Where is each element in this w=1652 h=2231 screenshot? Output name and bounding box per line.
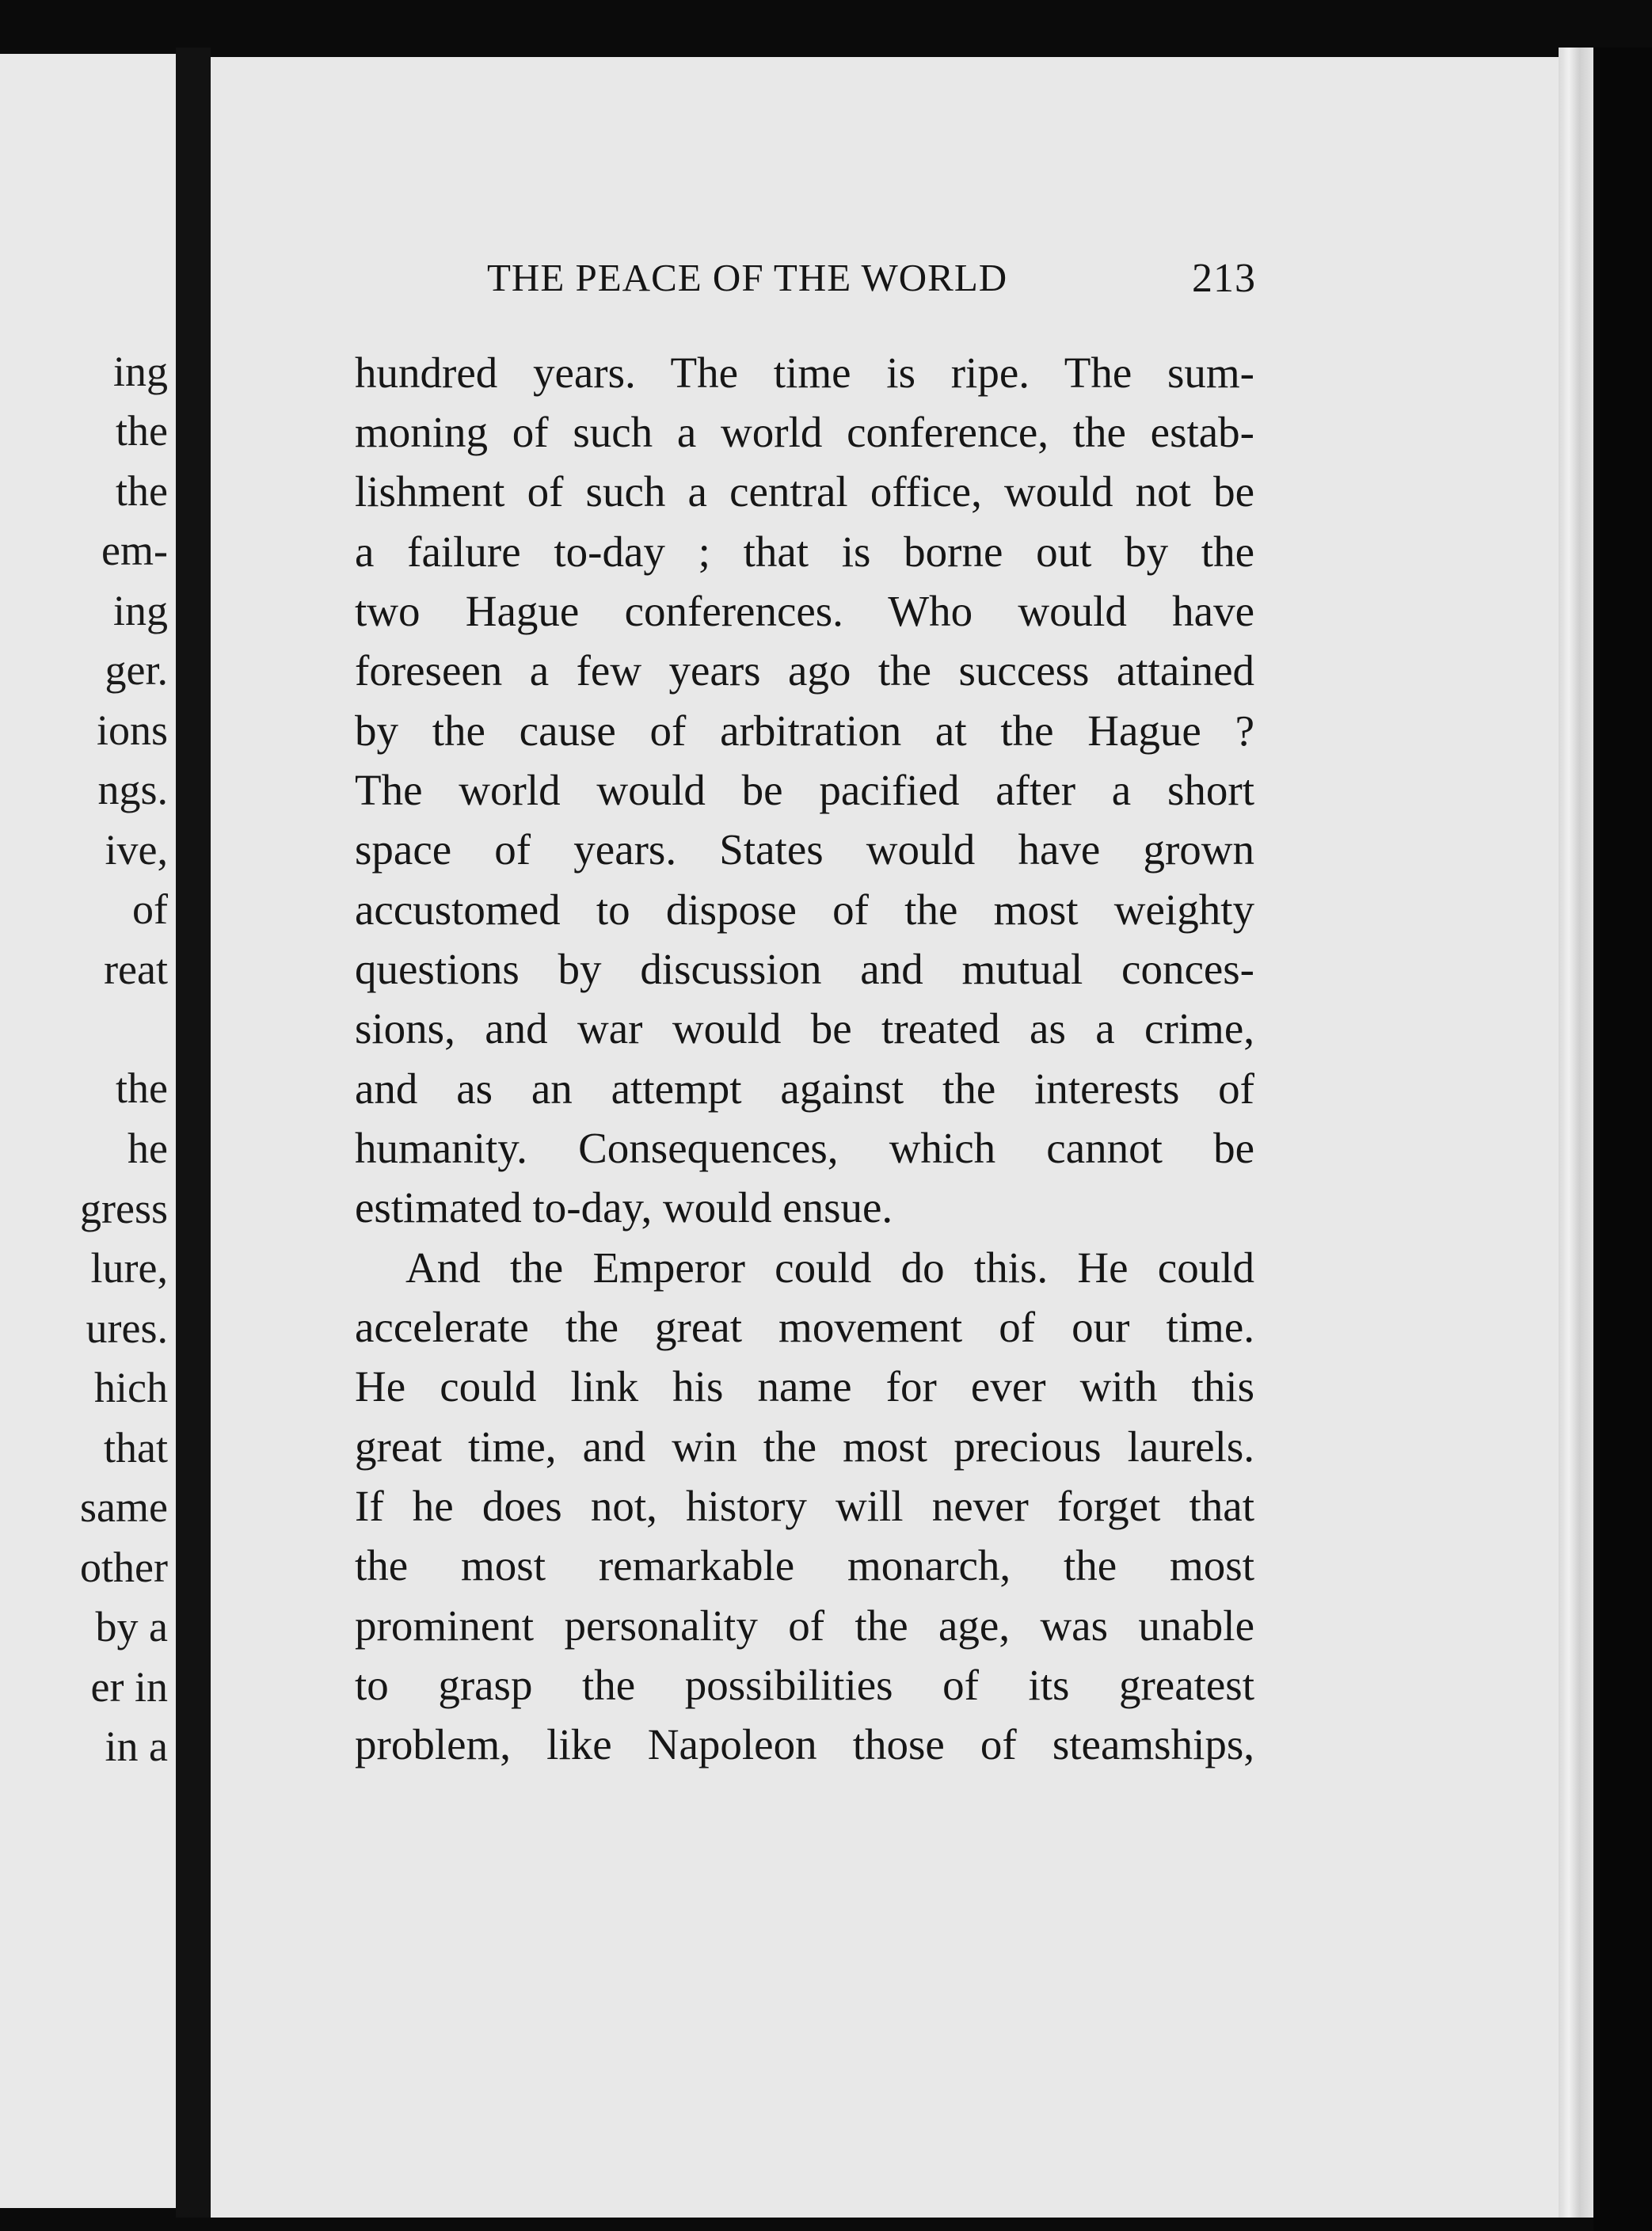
text-line: two Hague conferences. Who would have	[355, 587, 1254, 635]
previous-page-line: lure,	[90, 1244, 168, 1292]
text-line: The world would be pacified after a short	[355, 766, 1254, 814]
previous-page-line: he	[128, 1125, 168, 1172]
text-line: great time, and win the most precious laurels.	[355, 1422, 1254, 1471]
text-line: estimated to-day, would ensue.	[355, 1183, 893, 1232]
previous-page-line: hich	[94, 1364, 168, 1411]
previous-page-line: the	[116, 1064, 168, 1112]
text-line: a failure to-day ; that is borne out by the	[355, 527, 1254, 576]
text-line: He could link his name for ever with this	[355, 1362, 1254, 1411]
page-number: 213	[1192, 256, 1256, 301]
previous-page-line: the	[116, 467, 168, 515]
previous-page-line: ing	[112, 587, 168, 634]
previous-page-line: same	[80, 1483, 168, 1531]
previous-page-line: reat	[104, 946, 168, 993]
text-line: accustomed to dispose of the most weighty	[355, 885, 1254, 934]
previous-page-line: other	[80, 1544, 168, 1591]
text-line: accelerate the great movement of our time.	[355, 1303, 1254, 1351]
text-line: the most remarkable monarch, the most	[355, 1541, 1254, 1589]
text-line: humanity. Consequences, which cannot be	[355, 1124, 1254, 1172]
text-line: lishment of such a central office, would not be	[355, 467, 1254, 516]
text-line: by the cause of arbitration at the Hague ?	[355, 706, 1254, 755]
text-line: And the Emperor could do this. He could	[405, 1243, 1254, 1292]
previous-page-line: the	[116, 407, 168, 455]
text-line: hundred years. The time is ripe. The sum-	[355, 348, 1254, 397]
previous-page-line: er in	[90, 1663, 168, 1711]
text-line: moning of such a world conference, the estab-	[355, 408, 1254, 456]
previous-page-line: of	[132, 885, 168, 933]
previous-page-strip	[0, 54, 176, 2208]
previous-page-line: ngs.	[97, 766, 168, 813]
scan-border	[1593, 48, 1652, 2231]
text-line: space of years. States would have grown	[355, 825, 1254, 874]
previous-page-line: in a	[105, 1723, 168, 1770]
previous-page-line: gress	[80, 1185, 168, 1232]
previous-page-line: by a	[95, 1603, 168, 1650]
previous-page-line: ures.	[86, 1304, 168, 1352]
text-line: and as an attempt against the interests of	[355, 1064, 1254, 1113]
text-line: problem, like Napoleon those of steamships,	[355, 1720, 1254, 1768]
text-line: prominent personality of the age, was unable	[355, 1601, 1254, 1650]
text-line: questions by discussion and mutual conces-	[355, 945, 1254, 993]
previous-page-line: ger.	[105, 646, 168, 694]
previous-page-line: ive,	[105, 826, 168, 874]
previous-page-line: em-	[101, 527, 168, 574]
text-line: If he does not, history will never forget that	[355, 1482, 1254, 1530]
text-line: sions, and war would be treated as a crime,	[355, 1004, 1254, 1053]
page-edge	[1559, 48, 1593, 2218]
text-line: to grasp the possibilities of its greatest	[355, 1661, 1254, 1709]
book-gutter	[176, 48, 211, 2218]
previous-page-line: that	[104, 1424, 168, 1471]
previous-page-line: ions	[96, 706, 168, 754]
running-head-title: THE PEACE OF THE WORLD	[487, 256, 1008, 299]
previous-page-line: ing	[112, 348, 168, 395]
text-line: foreseen a few years ago the success attained	[355, 646, 1254, 695]
